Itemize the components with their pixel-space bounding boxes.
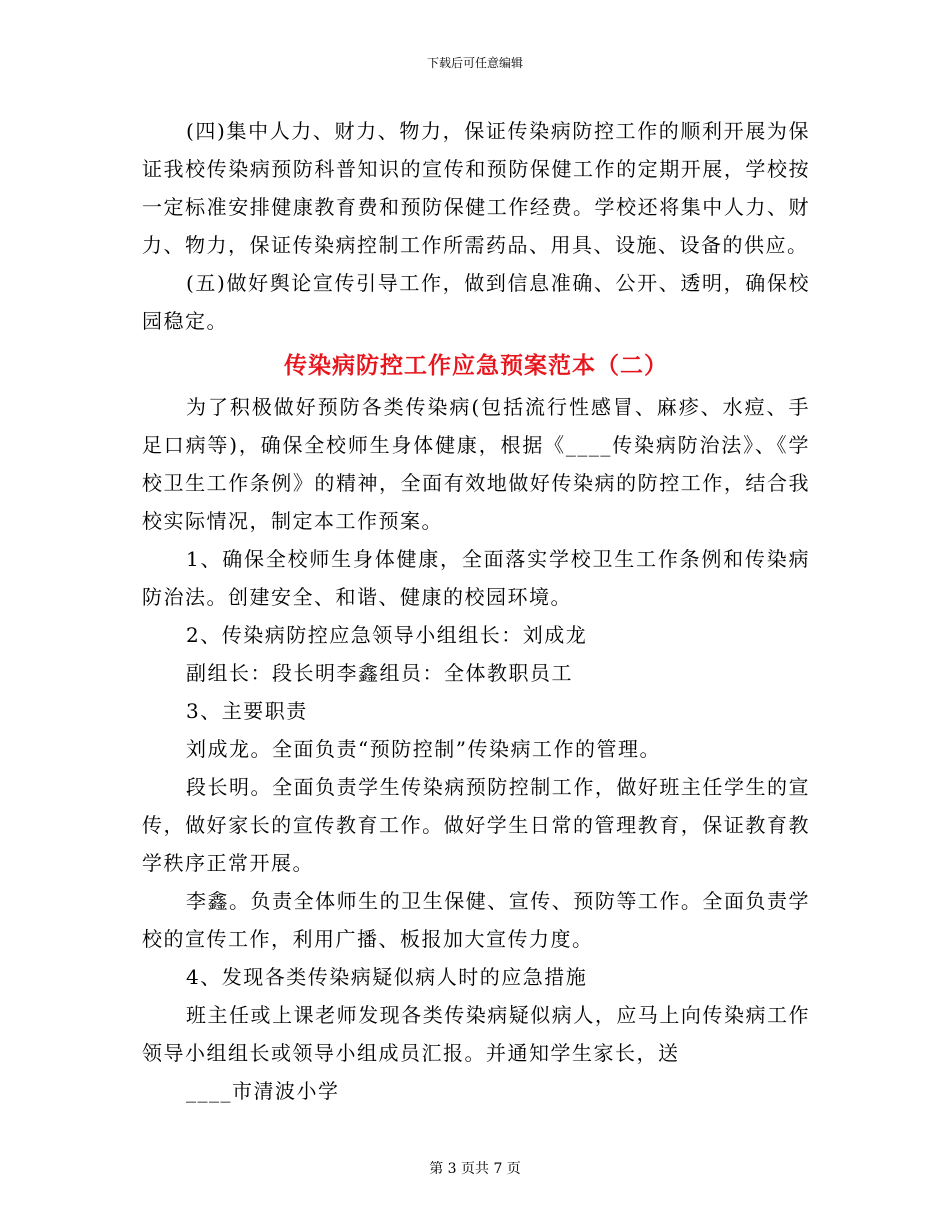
document-body [142,112,810,1110]
paragraph-duty-duan: 段长明。全面负责学生传染病预防控制工作，做好班主任学生的宣传，做好家长的宣传教育工作。做好学生日常的管理教育，保证教育教学秩序正常开展。 [142,775,810,875]
paragraph-publicity: (五)做好舆论宣传引导工作，做到信息准确、公开、透明，确保校园稳定。 [142,271,810,333]
paragraph-school-name: ____市清波小学 [186,1079,340,1103]
page-footer: 第 3 页共 7 页 [429,1161,521,1177]
paragraph-resources: (四)集中人力、财力、物力，保证传染病防控工作的顺利开展为保证我校传染病预防科普知识的宣传和预防保健工作的定期开展，学校按一定标准安排健康教育费和预防保健工作经费。学校还将集中人力、财力、物力，保证传染病控制工作所需药品、用具、设施、设备的供应。 [142,119,810,257]
page-header: 下载后可任意编辑 [426,56,523,70]
paragraph-item-4: 4、发现各类传染病疑似病人时的应急措施 [186,965,588,989]
paragraph-item-2: 2、传染病防控应急领导小组组长：刘成龙 [186,623,588,647]
paragraph-duty-li: 李鑫。负责全体师生的卫生保健、宣传、预防等工作。全面负责学校的宣传工作，利用广播、板报加大宣传力度。 [142,889,810,951]
paragraph-item-3: 3、主要职责 [186,699,308,723]
paragraph-intro: 为了积极做好预防各类传染病(包括流行性感冒、麻疹、水痘、手足口病等)，确保全校师生身体健康，根据《____传染病防治法》、《学校卫生工作条例》的精神，全面有效地做好传染病的防控工作，结合我校实际情况，制定本工作预案。 [142,395,810,533]
paragraph-item-1: 1、确保全校师生身体健康，全面落实学校卫生工作条例和传染病防治法。创建安全、和谐、健康的校园环境。 [142,547,810,609]
paragraph-deputy: 副组长：段长明李鑫组员：全体教职员工 [186,661,573,685]
section-heading: 传染病防控工作应急预案范本（二） [284,352,668,379]
paragraph-emergency: 班主任或上课老师发现各类传染病疑似病人，应马上向传染病工作领导小组组长或领导小组成员汇报。并通知学生家长，送 [142,1003,810,1065]
paragraph-duty-liu: 刘成龙。全面负责“预防控制”传染病工作的管理。 [186,737,661,761]
